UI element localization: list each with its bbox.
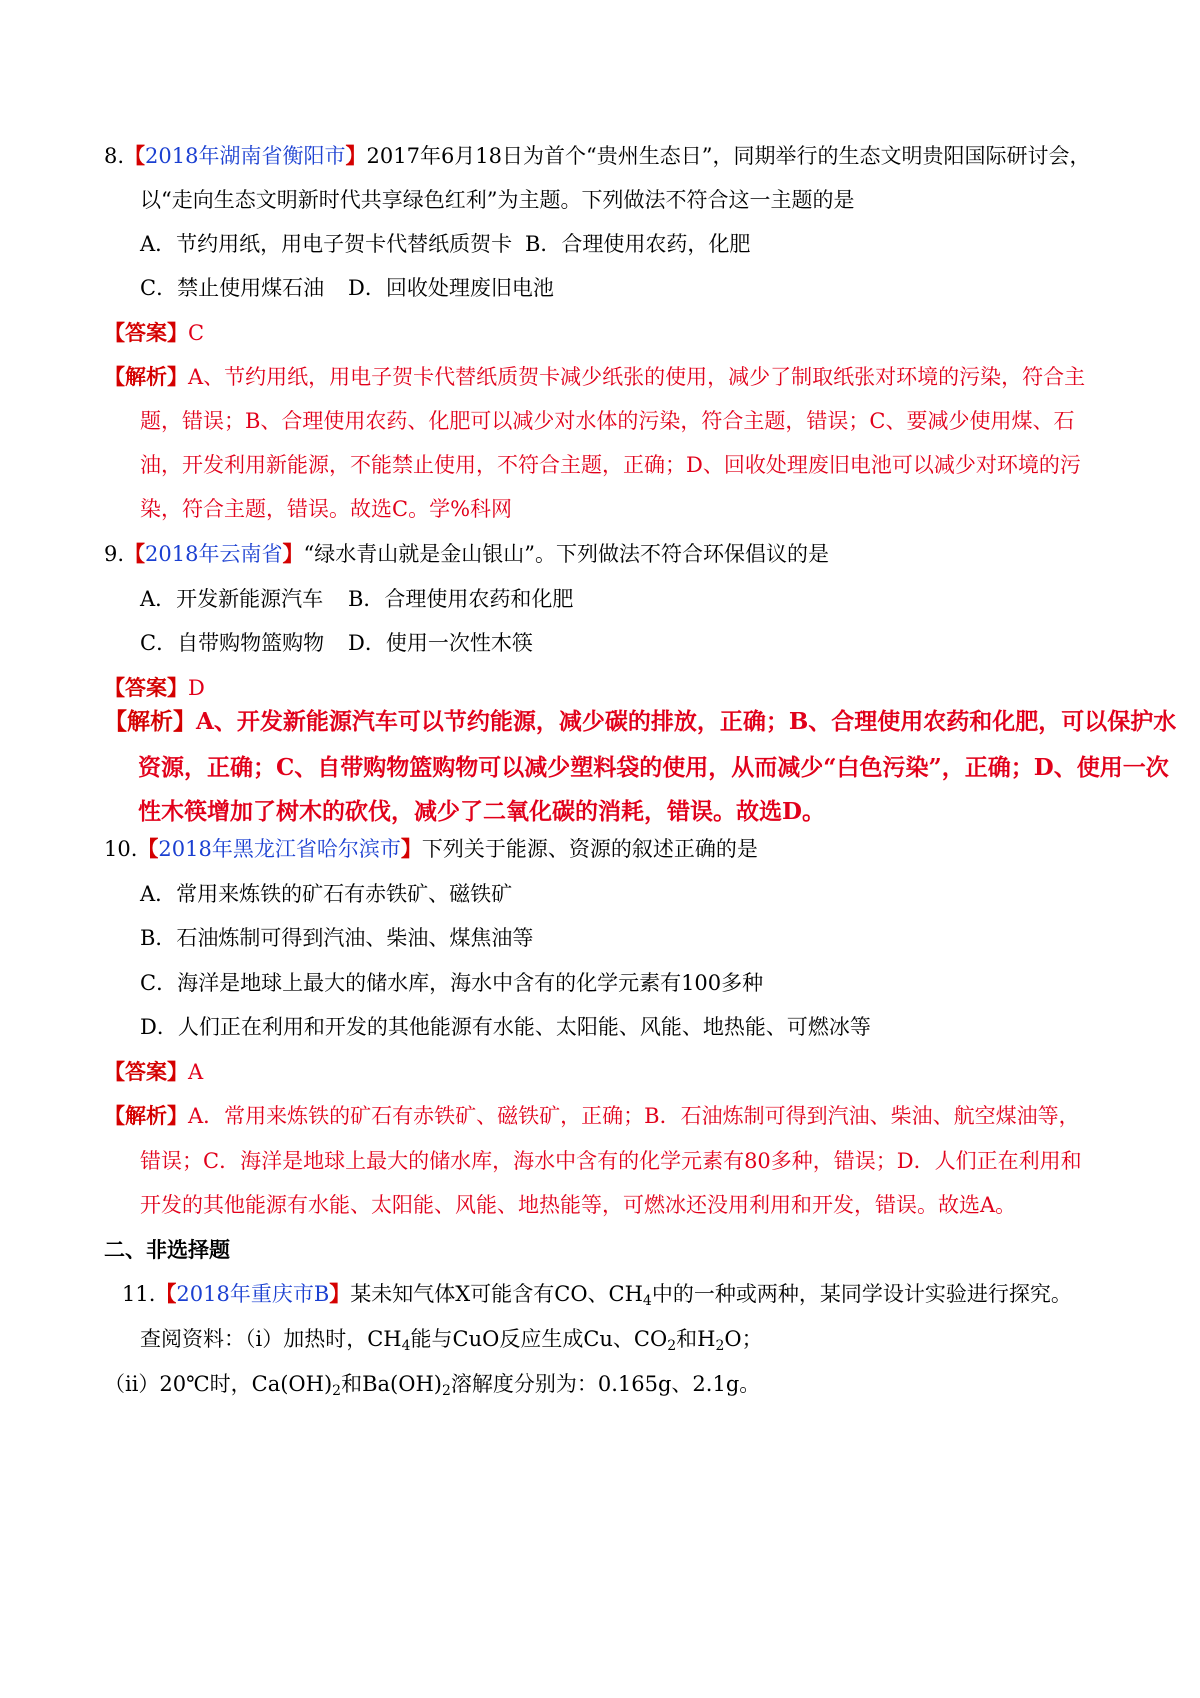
q10-source-open: 【 [137, 836, 159, 861]
q8-stem-line2: 以“走向生态文明新时代共享绿色红利”为主题。下列做法不符合这一主题的是 [140, 188, 855, 212]
q8-source-close: 】 [345, 143, 367, 168]
q9-source: 2018年云南省 [145, 542, 283, 566]
q8-analysis-line3: 油，开发利用新能源，不能禁止使用，不符合主题，正确；D、回收处理废旧电池可以减少对环境的污 [140, 453, 1081, 477]
q10-option-c: C．海洋是地球上最大的储水库，海水中含有的化学元素有100多种 [140, 971, 764, 995]
q10-answer-value: A [188, 1060, 204, 1084]
q9-analysis-label: 【解析】 [104, 708, 196, 735]
q8-answer-label: 【答案】 [104, 320, 188, 345]
q8-answer [104, 318, 204, 348]
q10-source-close: 】 [400, 836, 422, 861]
q10-option-b: B．石油炼制可得到汽油、柴油、煤焦油等 [140, 926, 534, 950]
q8-option-b: B．合理使用农药，化肥 [525, 232, 751, 256]
q8-source-open: 【 [124, 143, 146, 168]
q11-ii-c: 溶解度分别为：0.165g、2.1g。 [450, 1372, 761, 1396]
q11-ii-sub2: 2 [441, 1383, 451, 1399]
q11-source: 2018年重庆市B [176, 1282, 330, 1306]
q11-source-open: 【 [155, 1281, 177, 1306]
q8-answer-value: C [188, 321, 205, 345]
q11-number: 11. [122, 1282, 156, 1306]
q8-option-d: D．回收处理废旧电池 [348, 276, 554, 300]
q9-option-a: A．开发新能源汽车 [140, 587, 324, 611]
q9-option-d: D．使用一次性木筷 [348, 631, 533, 655]
q11-ref-sub1: 4 [401, 1338, 411, 1354]
q10-analysis-text1: A．常用来炼铁的矿石有赤铁矿、磁铁矿，正确；B．石油炼制可得到汽油、柴油、航空煤油等， [188, 1104, 1080, 1128]
q10-analysis-label: 【解析】 [104, 1103, 188, 1128]
q9-source-close: 】 [282, 541, 304, 566]
q9-analysis-line2: 资源，正确；C、自带购物篮购物可以减少塑料袋的使用，从而减少“白色污染”，正确；D、使用一次 [138, 754, 1169, 781]
q10-answer-label: 【答案】 [104, 1059, 188, 1084]
q11-ref-sub2: 2 [667, 1338, 677, 1354]
q9-source-open: 【 [124, 541, 146, 566]
q11-ref-c: 和H [676, 1327, 716, 1351]
q10-analysis-line1 [104, 1101, 1080, 1131]
q9-answer-label: 【答案】 [104, 675, 188, 700]
q10-analysis-line2: 错误；C．海洋是地球上最大的储水库，海水中含有的化学元素有80多种，错误；D．人们正在利用和 [140, 1149, 1082, 1173]
q10-source: 2018年黑龙江省哈尔滨市 [158, 837, 401, 861]
q9-option-c: C．自带购物篮购物 [140, 631, 325, 655]
q8-stem-text1: 2017年6月18日为首个“贵州生态日”，同期举行的生态文明贵阳国际研讨会， [366, 144, 1091, 168]
q10-option-a: A．常用来炼铁的矿石有赤铁矿、磁铁矿 [140, 882, 513, 906]
q11-stem-sub: 4 [642, 1293, 652, 1309]
q10-stem-text: 下列关于能源、资源的叙述正确的是 [421, 837, 758, 861]
q11-ref-b: 能与CuO反应生成Cu、CO [410, 1327, 668, 1351]
q8-source: 2018年湖南省衡阳市 [145, 144, 346, 168]
q8-option-c: C．禁止使用煤石油 [140, 276, 325, 300]
q11-reference-line2 [104, 1369, 760, 1399]
q11-ref-a: 查阅资料：（ⅰ）加热时，CH [140, 1327, 402, 1351]
q9-analysis-line3: 性木筷增加了树木的砍伐，减少了二氧化碳的消耗，错误。故选D。 [138, 798, 825, 825]
q8-analysis-text1: A、节约用纸，用电子贺卡代替纸质贺卡减少纸张的使用，减少了制取纸张对环境的污染，符合主 [188, 365, 1086, 389]
q10-analysis-line3: 开发的其他能源有水能、太阳能、风能、地热能等，可燃冰还没用利用和开发，错误。故选A。 [140, 1193, 1017, 1217]
q9-number: 9. [104, 542, 125, 566]
q11-stem [122, 1279, 1072, 1309]
section-heading: 二、非选择题 [104, 1237, 230, 1262]
q9-answer-value: D [188, 676, 205, 700]
q11-ii-a: （ⅱ）20℃时，Ca(OH) [104, 1372, 333, 1396]
q11-stem-a: 某未知气体X可能含有CO、CH [350, 1282, 643, 1306]
q11-ref-d: O； [724, 1327, 763, 1351]
q11-reference-line1 [140, 1324, 763, 1354]
q8-number: 8. [104, 144, 125, 168]
q9-stem [104, 539, 829, 569]
q9-stem-text: “绿水青山就是金山银山”。下列做法不符合环保倡议的是 [303, 542, 829, 566]
q11-stem-b: 中的一种或两种，某同学设计实验进行探究。 [651, 1282, 1072, 1306]
q8-analysis-label: 【解析】 [104, 364, 188, 389]
q9-answer [104, 673, 205, 703]
q9-analysis-line1 [104, 707, 1176, 737]
q8-analysis-line1 [104, 362, 1085, 392]
q11-ref-sub3: 2 [715, 1338, 725, 1354]
q11-ii-sub1: 2 [332, 1383, 342, 1399]
q9-option-b: B．合理使用农药和化肥 [348, 587, 574, 611]
q11-ii-b: 和Ba(OH) [341, 1372, 442, 1396]
q10-stem [104, 834, 758, 864]
q9-analysis-text1: A、开发新能源汽车可以节约能源，减少碳的排放，正确；B、合理使用农药和化肥，可以保护水 [196, 708, 1177, 735]
q8-option-a: A．节约用纸，用电子贺卡代替纸质贺卡 [140, 232, 513, 256]
q8-stem-line1 [104, 141, 1091, 171]
q8-analysis-line4: 染，符合主题，错误。故选C。学%科网 [140, 497, 513, 521]
q11-source-close: 】 [329, 1281, 351, 1306]
q10-number: 10. [104, 837, 138, 861]
q10-option-d: D．人们正在利用和开发的其他能源有水能、太阳能、风能、地热能、可燃冰等 [140, 1015, 871, 1039]
q8-analysis-line2: 题，错误；B、合理使用农药、化肥可以减少对水体的污染，符合主题，错误；C、要减少使用煤、石 [140, 409, 1075, 433]
q10-answer [104, 1057, 203, 1087]
